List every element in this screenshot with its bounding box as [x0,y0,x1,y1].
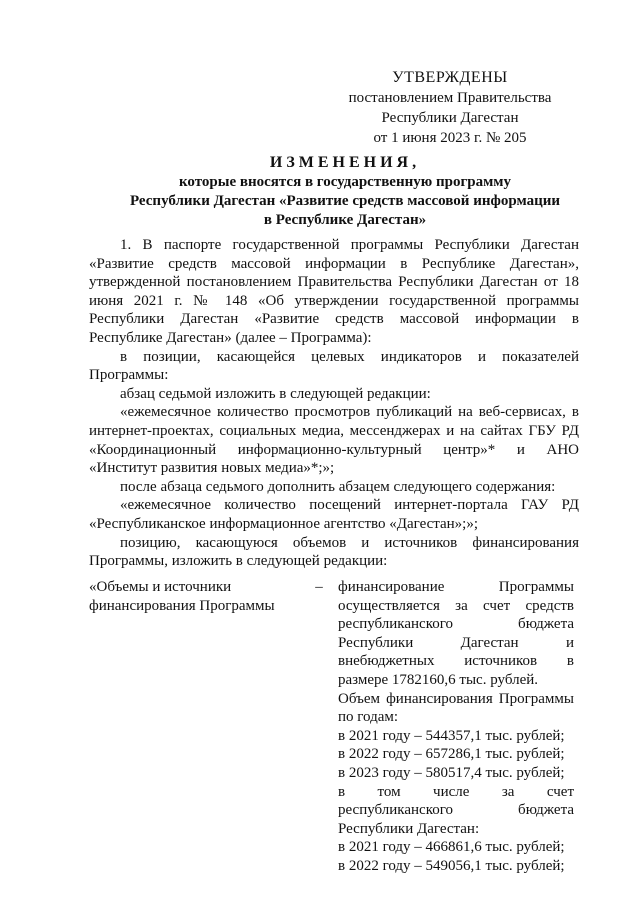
paragraph-5: после абзаца седьмого дополнить абзацем следующего содержания: [120,478,556,495]
paragraph-7: позицию, касающуюся объемов и источников финансирования Программы, изложить в следующей редакции: [89,534,579,570]
approval-heading: УТВЕРЖДЕНЫ [392,69,508,86]
title-main: ИЗМЕНЕНИЯ, [269,154,421,171]
approval-line-2: Республики Дагестан [381,110,519,126]
financing-line-5: в 2023 году – 580517,4 тыс. рублей; [338,764,565,781]
financing-line-2: Объем финансирования Программы по годам: [338,690,574,726]
financing-line-8: в 2022 году – 549056,1 тыс. рублей; [338,857,565,874]
paragraph-4: «ежемесячное количество просмотров публикаций на веб-сервисах, в интернет-проектах, социальных медиа, мессенджерах и на сайтах ГБУ РД «Координационный информационно-культурный центр»* и АНО «Институт развития новых медиа»*;»; [89,404,579,477]
paragraph-3: абзац седьмой изложить в следующей редакции: [120,385,431,402]
approval-line-1: постановлением Правительства [348,90,552,106]
financing-line-4: в 2022 году – 657286,1 тыс. рублей; [338,746,565,763]
table-dash: – [315,579,323,595]
approval-stamp [330,68,570,148]
financing-line-7: в 2021 году – 466861,6 тыс. рублей; [338,839,565,856]
financing-line-1: финансирование Программы осуществляется за счет средств республиканского бюджета Республики Дагестан и внебюджетных источников в размере 1782160,6 тыс. рублей. [338,579,574,688]
table-right-cell [338,578,574,876]
approval-line-3: от 1 июня 2023 г. № 205 [373,130,527,146]
title-line-3: в Республике Дагестан» [263,212,427,228]
financing-line-6: в том числе за счет республиканского бюджета Республики Дагестан: [338,783,574,837]
title-line-2: Республики Дагестан «Развитие средств массовой информации [129,193,561,209]
table-left-cell: «Объемы и источники финансирования Программы [89,579,275,614]
paragraph-2: в позиции, касающейся целевых индикаторов и показателей Программы: [89,348,579,384]
title-line-1: которые вносятся в государственную программу [178,174,512,190]
document-title [100,153,590,230]
paragraph-6: «ежемесячное количество посещений интернет-портала ГАУ РД «Республиканское информационное агентство «Дагестан»;»; [89,497,579,532]
financing-line-3: в 2021 году – 544357,1 тыс. рублей; [338,727,565,744]
document-body [89,236,579,571]
paragraph-1: 1. В паспорте государственной программы Республики Дагестан «Развитие средств массовой информации в Республике Дагестан», утвержденной постановлением Правительства Республики Дагестан от 18 июня 2021 г. № 148 «Об утверждении государственной программы Республики Дагестан «Развитие средств массовой информации в Республике Дагестан» (далее – Программа): [89,237,579,346]
